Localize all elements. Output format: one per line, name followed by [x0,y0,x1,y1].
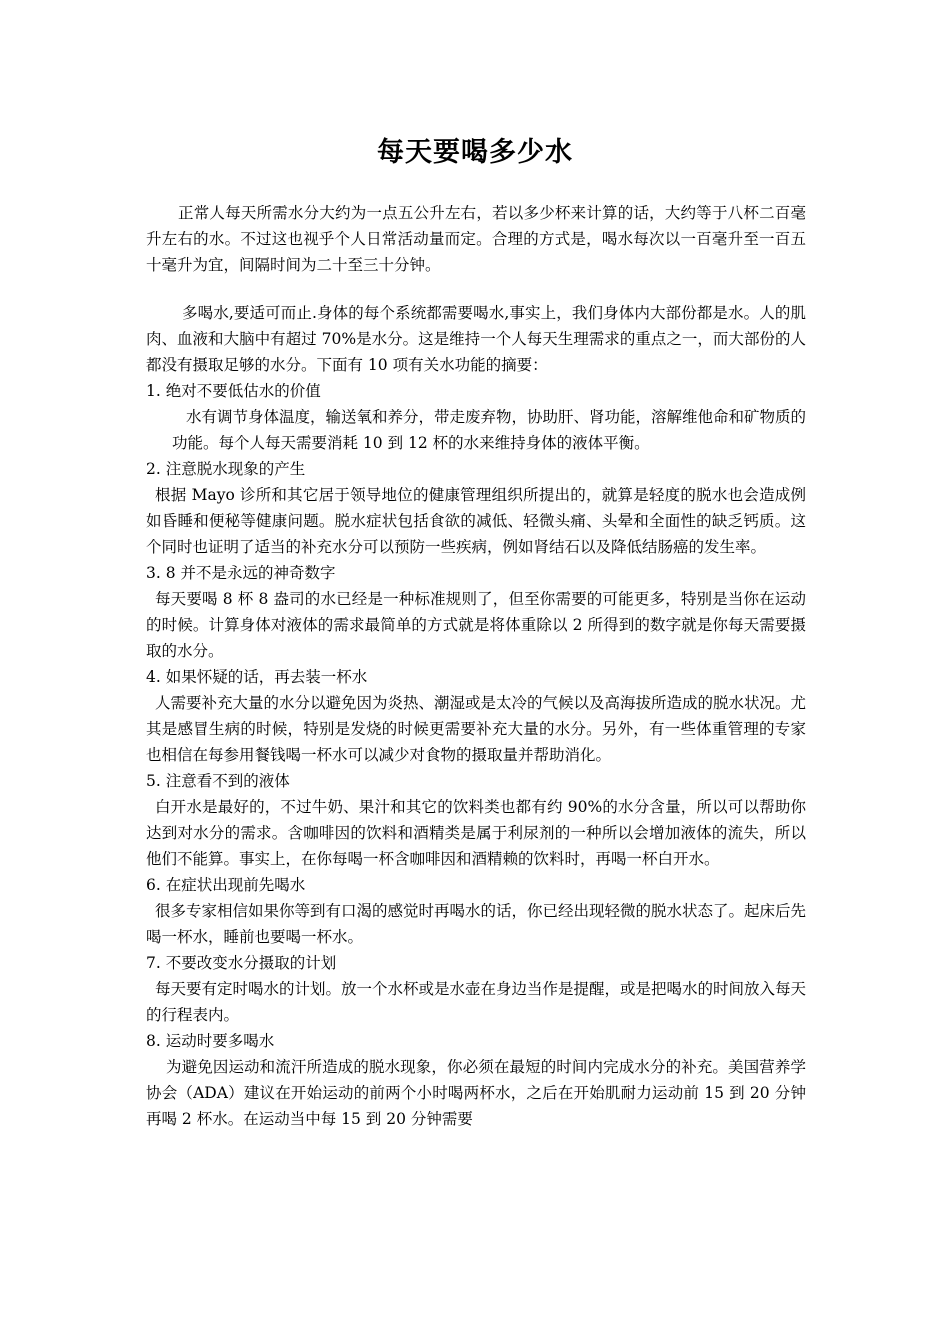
section-body-2: 根据 Mayo 诊所和其它居于领导地位的健康管理组织所提出的，就算是轻度的脱水也会造成例如昏睡和便秘等健康问题。脱水症状包括食欲的减低、轻微头痛、头晕和全面性的缺乏钙质。这个同时也证明了适当的补充水分可以预防一些疾病，例如肾结石以及降低结肠癌的发生率。 [146,486,806,556]
section-body-4: 人需要补充大量的水分以避免因为炎热、潮湿或是太冷的气候以及高海拔所造成的脱水状况。尤其是感冒生病的时候，特别是发烧的时候更需要补充大量的水分。另外，有一些体重管理的专家也相信在每参用餐钱喝一杯水可以减少对食物的摄取量并帮助消化。 [146,694,807,764]
section-heading-8: 8. 运动时要多喝水 [146,1032,275,1050]
section-heading-5: 5. 注意看不到的液体 [146,772,290,790]
intro-paragraph-2: 多喝水,要适可而止.身体的每个系统都需要喝水,事实上，我们身体内大部份都是水。人的肌肉、血液和大脑中有超过 70%是水分。这是维持一个人每天生理需求的重点之一，而大部份的人都没有摄取足够的水分。下面有 10 项有关水功能的摘要： [146,304,806,374]
paragraph-spacer [146,278,806,300]
section-heading-3: 3. 8 并不是永远的神奇数字 [146,564,336,582]
section-body-8: 为避免因运动和流汗所造成的脱水现象，你必须在最短的时间内完成水分的补充。美国营养学协会（ADA）建议在开始运动的前两个小时喝两杯水，之后在开始肌耐力运动前 15 到 20 分钟再喝 2 杯水。在运动当中每 15 到 20 分钟需要 [146,1058,806,1128]
section-body-1: 水有调节身体温度，输送氧和养分，带走废弃物，协助肝、肾功能，溶解维他命和矿物质的功能。每个人每天需要消耗 10 到 12 杯的水来维持身体的液体平衡。 [172,408,807,452]
page-title: 每天要喝多少水 [377,137,573,168]
section-heading-2: 2. 注意脱水现象的产生 [146,460,306,478]
section-heading-6: 6. 在症状出现前先喝水 [146,876,306,894]
section-body-6: 很多专家相信如果你等到有口渴的感觉时再喝水的话，你已经出现轻微的脱水状态了。起床后先喝一杯水，睡前也要喝一杯水。 [146,902,807,946]
section-heading-1: 1. 绝对不要低估水的价值 [146,382,321,400]
intro-paragraph-1: 正常人每天所需水分大约为一点五公升左右，若以多少杯来计算的话，大约等于八杯二百毫升左右的水。不过这也视乎个人日常活动量而定。合理的方式是，喝水每次以一百毫升至一百五十毫升为宜，间隔时间为二十至三十分钟。 [146,204,806,274]
section-body-5: 白开水是最好的，不过牛奶、果汁和其它的饮料类也都有约 90%的水分含量，所以可以帮助你达到对水分的需求。含咖啡因的饮料和酒精类是属于利尿剂的一种所以会增加液体的流失，所以他们不能算。事实上，在你每喝一杯含咖啡因和酒精赖的饮料时，再喝一杯白开水。 [146,798,806,868]
section-body-3: 每天要喝 8 杯 8 盎司的水已经是一种标准规则了，但至你需要的可能更多，特别是当你在运动的时候。计算身体对液体的需求最简单的方式就是将体重除以 2 所得到的数字就是你每天需要摄取的水分。 [146,590,806,660]
section-body-7: 每天要有定时喝水的计划。放一个水杯或是水壶在身边当作是提醒，或是把喝水的时间放入每天的行程表内。 [146,980,807,1024]
section-heading-7: 7. 不要改变水分摄取的计划 [146,954,337,972]
section-heading-4: 4. 如果怀疑的话，再去装一杯水 [146,668,368,686]
document-body [146,200,806,1132]
